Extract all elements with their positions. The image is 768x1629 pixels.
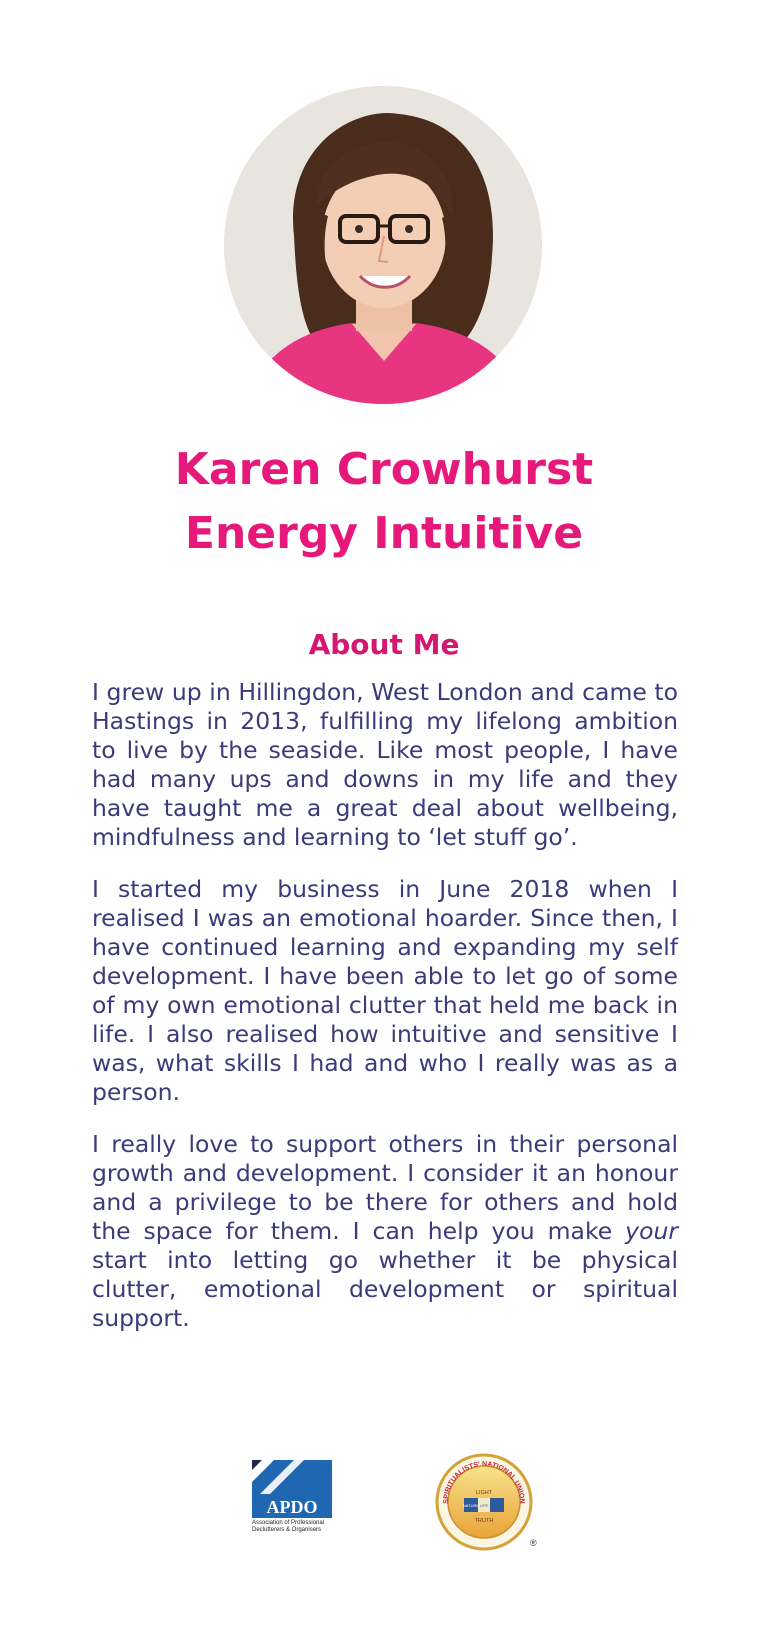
- apdo-caption: [252, 1520, 332, 1534]
- profile-name: Karen Crowhurst: [174, 444, 594, 495]
- paragraph-3-after: start into letting go whether it be physical clutter, emotional development or spiritual support.: [92, 1246, 678, 1332]
- seal-word-bottom: TRUTH: [474, 1518, 494, 1524]
- snu-seal-logo: [434, 1452, 534, 1552]
- paragraph-3-before: I really love to support others in their personal growth and development. I consider it an honour and a privilege to be there for others and hold the space for them. I can help you make: [92, 1130, 678, 1245]
- about-paragraph-3: [92, 1130, 678, 1333]
- apdo-mark: [252, 1460, 332, 1518]
- snu-seal-mark: [434, 1452, 534, 1552]
- portrait-illustration: [224, 86, 542, 404]
- profile-photo: [224, 86, 542, 404]
- paragraph-3-emphasis: your: [625, 1217, 678, 1245]
- about-heading: About Me: [308, 628, 460, 661]
- about-paragraph-2: I started my business in June 2018 when I realised I was an emotional hoarder. Since then, I have continued learning and expanding my self development. I have been able to let go of some of my own emotional clutter that held me back in life. I also realised how intuitive and sensitive I was, what skills I had and who I really was as a person.: [92, 875, 678, 1106]
- seal-word-left: NATURE: [462, 1503, 480, 1508]
- apdo-caption-line-2: Declutterers & Organisers: [252, 1527, 322, 1533]
- apdo-logo: [252, 1460, 332, 1546]
- about-paragraph-1: I grew up in Hillingdon, West London and came to Hastings in 2013, fulfilling my lifelong ambition to live by the seaside. Like most people, I have had many ups and downs in my life and they have taught me a great deal about wellbeing, mindfulness and learning to ‘let stuff go’.: [92, 678, 678, 851]
- apdo-caption-line-1: Association of Professional: [252, 1520, 325, 1526]
- apdo-acronym: APDO: [266, 1497, 318, 1517]
- seal-word-top: LIGHT: [475, 1490, 493, 1496]
- profile-role: Energy Intuitive: [184, 508, 584, 559]
- page-title: [0, 438, 768, 566]
- about-body: [92, 678, 678, 1356]
- registered-mark: ®: [530, 1538, 537, 1548]
- seal-word-right: LIFE: [479, 1503, 489, 1508]
- seal-ring-text: SPIRITUALISTS' NATIONAL UNION: [442, 1460, 526, 1504]
